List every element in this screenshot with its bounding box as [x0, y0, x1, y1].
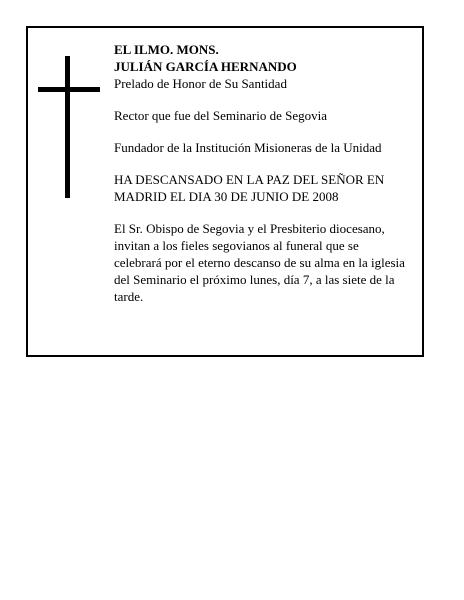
founder-statement: Fundador de la Institución Misioneras de la Unidad — [114, 140, 382, 155]
invitation-line-5: tarde. — [114, 289, 144, 304]
rector-statement: Rector que fue del Seminario de Segovia — [114, 108, 327, 123]
invitation-line-1: El Sr. Obispo de Segovia y el Presbiterio diocesano, — [114, 221, 385, 236]
honor-title: Prelado de Honor de Su Santidad — [114, 76, 287, 91]
death-announcement-line-1: HA DESCANSADO EN LA PAZ DEL SEÑOR EN — [114, 172, 385, 187]
invitation-line-2: invitan a los fieles segovianos al funeral que se — [114, 238, 359, 253]
cross-vertical-bar — [65, 56, 70, 198]
death-announcement-line-2: MADRID EL DIA 30 DE JUNIO DE 2008 — [114, 189, 339, 204]
spacer — [114, 156, 414, 171]
invitation-line-4: del Seminario el próximo lunes, día 7, a las siete de la — [114, 272, 395, 287]
obituary-notice-frame — [26, 26, 424, 357]
title-line-1: EL ILMO. MONS. — [114, 42, 219, 57]
obituary-text — [114, 41, 414, 305]
spacer — [114, 205, 414, 220]
latin-cross-icon — [38, 56, 100, 198]
deceased-name: JULIÁN GARCÍA HERNANDO — [114, 59, 297, 74]
cross-horizontal-bar — [38, 87, 100, 92]
spacer — [114, 124, 414, 139]
invitation-line-3: celebrará por el eterno descanso de su alma en la iglesia — [114, 255, 405, 270]
spacer — [114, 92, 414, 107]
